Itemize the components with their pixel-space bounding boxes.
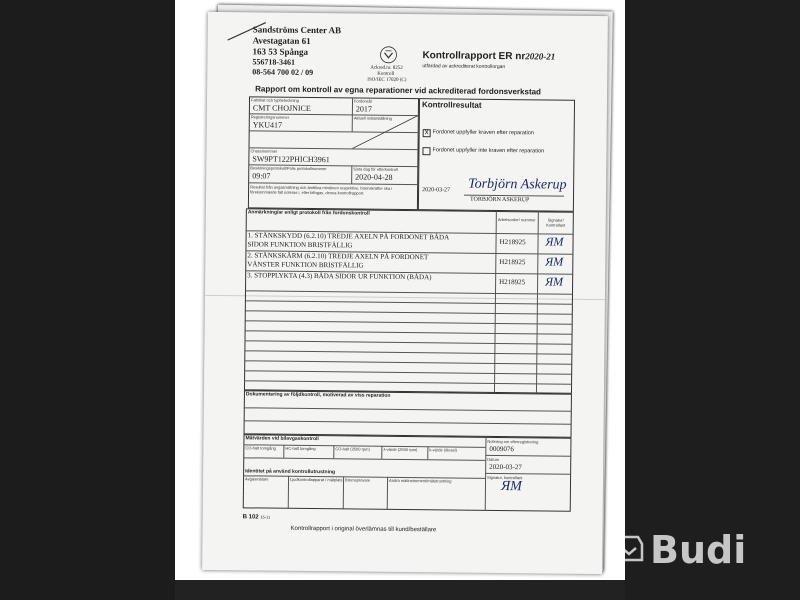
- result-date: 2020-03-27: [422, 187, 451, 194]
- remark-signature: ЯМ: [545, 254, 564, 269]
- fabrikat-value: CMT CHOJNICE: [252, 103, 311, 114]
- result-option1-checkbox[interactable]: X: [423, 129, 431, 137]
- result-option2-label: Fordonet uppfyller inte kraven efter reparation: [432, 147, 545, 155]
- budi-logo-icon: [612, 534, 646, 564]
- notering-label: Notering om efterregistrering: [487, 438, 539, 445]
- measure-heading: Mätvärden vid bilavgaskontroll: [245, 435, 319, 443]
- remarks-heading: Anmärkning/ar enligt protokoll från fordonskontroll: [247, 209, 370, 217]
- company-street: Avestagatan 61: [252, 35, 311, 46]
- equipment-col3: Bromsprovare: [345, 477, 371, 483]
- report-number: 2020-21: [525, 51, 556, 62]
- remark-text-line1: 2. STÄNKSKÄRM (6.2.10) TREDJE AXELN PÅ FORDONET: [247, 251, 429, 262]
- divider: [351, 165, 352, 183]
- followup-heading: Dokumentering av följdkontroll, motiverad av viss reparation: [245, 391, 391, 399]
- sista-dag-value: 2020-04-28: [355, 172, 393, 182]
- regnr-value: YKU417: [252, 120, 283, 130]
- footer-code: [243, 514, 271, 520]
- background-left: [0, 0, 175, 600]
- background-right: [625, 0, 800, 600]
- report-title-text: Kontrollrapport ER nr: [422, 50, 526, 63]
- equipment-col4: Andra mätinstrument/mätutrustning: [389, 477, 452, 484]
- result-option2-checkbox[interactable]: [422, 147, 430, 155]
- k-varde-label: k-värde (diesel): [429, 447, 457, 453]
- equipment-col2: Ljudkontrollapparat / mätplats: [290, 476, 343, 483]
- result-name-caption: TORBJÖRN ASKERUP: [469, 196, 530, 204]
- swedac-logo-icon: [379, 46, 397, 64]
- fabrikat-label: Fabrikat och typbeteckning: [250, 97, 299, 103]
- company-org-number: 556718-3461: [252, 57, 296, 67]
- footer-code-main: B 102: [242, 514, 259, 521]
- fordonsar-label: Fordonsår: [353, 98, 373, 104]
- remark-order-number: H218925: [499, 257, 526, 267]
- datum-value: 2020-03-27: [489, 462, 522, 472]
- remark-text-line1: 1. STÄNKSKYDD (6.2.10) TREDJE AXELN PÅ FORDONET BÅDA: [247, 231, 450, 242]
- remark-order-number: H218925: [499, 277, 526, 287]
- equipment-col1: Avgasmätare: [245, 476, 269, 482]
- equipment-heading: Identitet på använd kontrollutrustning: [245, 468, 336, 476]
- budi-watermark: Budi: [650, 528, 747, 572]
- co-tomgang-label: CO-halt tomgång: [245, 445, 276, 451]
- signatur-label: Signatur, kontrollant: [487, 474, 523, 481]
- footer-code-suffix: 15-11: [260, 514, 271, 520]
- report-subtitle: utfärdad av ackrediterat kontrollorgan: [422, 63, 506, 71]
- inspection-report-document: [202, 12, 608, 574]
- remark-text-line2: VÄNSTER FUNKTION BRISTFÄLLIG: [247, 260, 364, 270]
- vehicle-note: Resultat från avgasmätning och ämbliva mindmen respektive, bromskrafter ska i förekommande fall noteras i, eller bifogas, denna kontrollrapport.: [250, 184, 393, 196]
- background-bottom: [175, 580, 625, 600]
- hc-tomgang-label: HC-halt tomgång: [285, 445, 316, 452]
- sista-dag-label: Sista dag för efterkontroll: [353, 166, 398, 172]
- result-option1-label: Fordonet uppfyller kraven efter reparation: [432, 129, 534, 137]
- remark-text-line1: 3. STOPPLYKTA (4.3) BÅDA SIDOR UR FUNKTION (BÅDA): [247, 271, 432, 282]
- lambda-label: λ-värde (2500 rpm): [383, 446, 418, 453]
- remark-text-line2: SIDOR FUNKTION BRISTFÄLLIG: [247, 240, 353, 250]
- regnr-label: Registreringsnummer: [250, 114, 290, 120]
- remark-signature: ЯМ: [545, 234, 564, 249]
- col-signatur: Signatur/ Kontrollant: [546, 217, 566, 228]
- accreditation-standard: ISO/IEC 17020 (C): [367, 77, 407, 84]
- chassi-value: SW9PT122PHICH3961: [252, 154, 330, 165]
- company-city: 163 53 Spånga: [252, 46, 309, 57]
- chassi-label: Chassinummer: [250, 148, 278, 154]
- accreditation-type: Kontroll: [377, 71, 395, 77]
- co-2500-label: CO-halt (2500 rpm): [335, 446, 370, 452]
- matarstallning-crossed-out: [353, 114, 419, 149]
- col-arbetsorder: Arbetsorder/ nummer: [497, 216, 536, 223]
- remark-order-number: H218925: [499, 237, 526, 247]
- result-heading: Kontrollresultat: [421, 100, 482, 110]
- company-phone: 08-564 700 02 / 09: [252, 67, 314, 78]
- signatur-value: ЯМ: [500, 479, 522, 495]
- matarstallning-label: Aktuell mätarställning: [353, 115, 392, 121]
- report-main-heading: Rapport om kontroll av egna reparationer vid ackrediterad fordonsverkstad: [255, 84, 542, 97]
- datum-label: Datum: [487, 456, 500, 462]
- fordonsar-value: 2017: [355, 104, 372, 114]
- beslut-label: Besiktningsprotokoll/Polis protokollnummer: [250, 165, 327, 172]
- notering-value: 0009076: [489, 444, 514, 454]
- remark-signature: ЯМ: [545, 274, 564, 289]
- divider: [333, 445, 334, 458]
- beslut-value: 09:07: [252, 171, 271, 181]
- company-name: Sandströms Center AB: [252, 24, 342, 36]
- divider: [283, 445, 284, 458]
- report-title: [422, 50, 555, 62]
- divider: [381, 446, 382, 459]
- accreditation-number: Ackred.nr. 8252: [370, 65, 403, 71]
- footer-text: Kontrollrapport i original överlämnas till kund/beställare: [290, 525, 437, 534]
- divider: [427, 446, 428, 459]
- result-signature: Torbjörn Askerup: [468, 176, 567, 193]
